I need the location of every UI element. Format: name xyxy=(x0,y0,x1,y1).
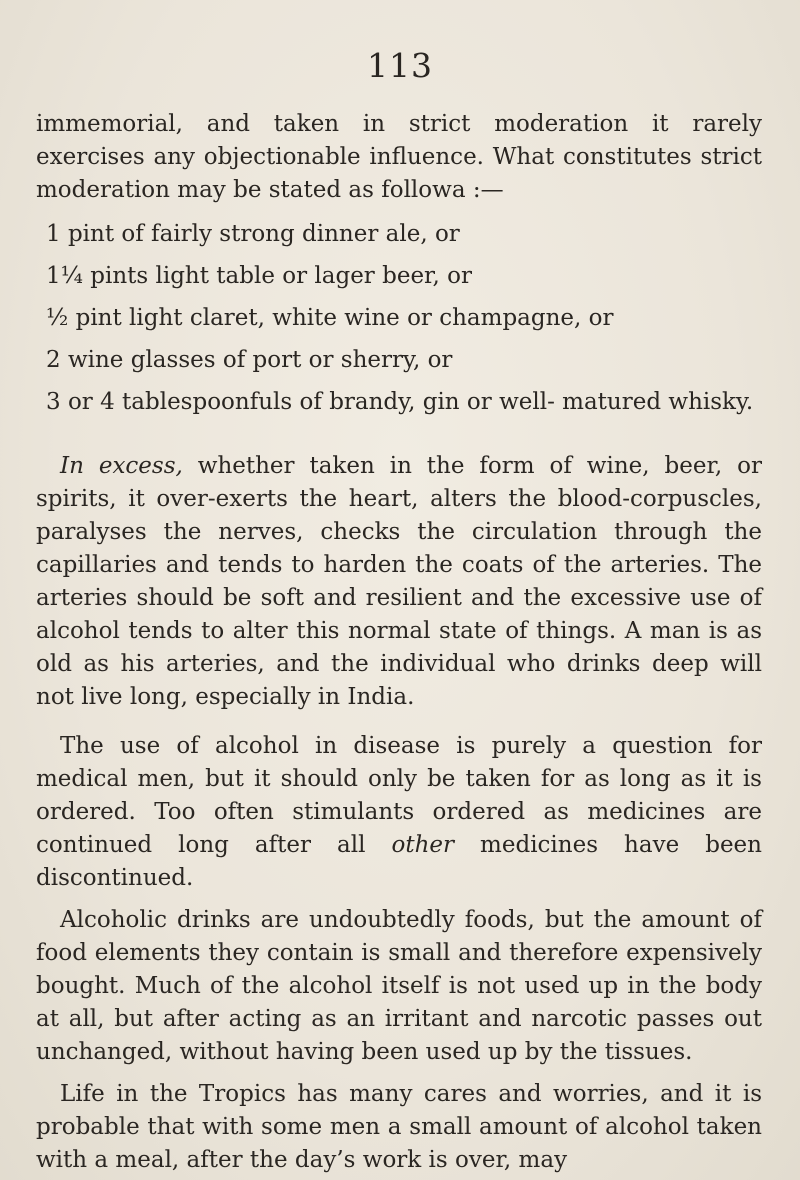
list-item: 1 pint of fairly strong dinner ale, or xyxy=(46,221,460,247)
list-item: ½ pint light claret, white wine or champagne, or xyxy=(46,305,614,331)
italic-word: other xyxy=(391,832,455,858)
list-item: 2 wine glasses of port or sherry, or xyxy=(46,347,453,373)
page-number: 113 xyxy=(367,46,433,85)
disease-text-before: The use of alcohol in disease is purely a question for medical men, but it should only be taken for as long as it is ordered. Too often stimulants ordered as medicines are continued long after all xyxy=(36,733,762,858)
list-item: 1¼ pints light table or lager beer, or xyxy=(46,263,472,289)
page-body xyxy=(36,108,762,1177)
excess-paragraph-text: whether taken in the form of wine, beer, or spirits, it over-exerts the heart, alters the blood-corpuscles, paralyses the nerves, checks the circulation through the capillaries and tends to harden the coats of the arteries. The arteries should be soft and resilient and the excessive use of alcohol tends to alter this normal state of things. A man is as old as his arteries, and the individual who drinks deep will not live long, especially in India. xyxy=(36,453,763,710)
list-item: 3 or 4 tablespoonfuls of brandy, gin or well- matured whisky. xyxy=(46,389,754,415)
excess-paragraph xyxy=(36,450,762,714)
intro-paragraph: immemorial, and taken in strict moderation it rarely exercises any objectionable influence. What constitutes strict moderation may be stated as followa :— xyxy=(36,111,762,203)
disease-text-after: medicines have been discontinued. xyxy=(36,832,762,891)
foods-paragraph: Alcoholic drinks are undoubtedly foods, but the amount of food elements they contain is small and therefore expensively bought. Much of the alcohol itself is not used up in the body at all, but after acting as an irritant and narcotic passes out unchanged, without having been used up by the tissues. xyxy=(36,907,762,1065)
tropics-paragraph: Life in the Tropics has many cares and worries, and it is probable that with some men a small amount of alcohol taken with a meal, after the day’s work is over, may xyxy=(36,1081,762,1173)
disease-paragraph xyxy=(36,730,762,895)
moderation-list xyxy=(46,218,762,419)
italic-lead: In excess, xyxy=(60,453,183,479)
